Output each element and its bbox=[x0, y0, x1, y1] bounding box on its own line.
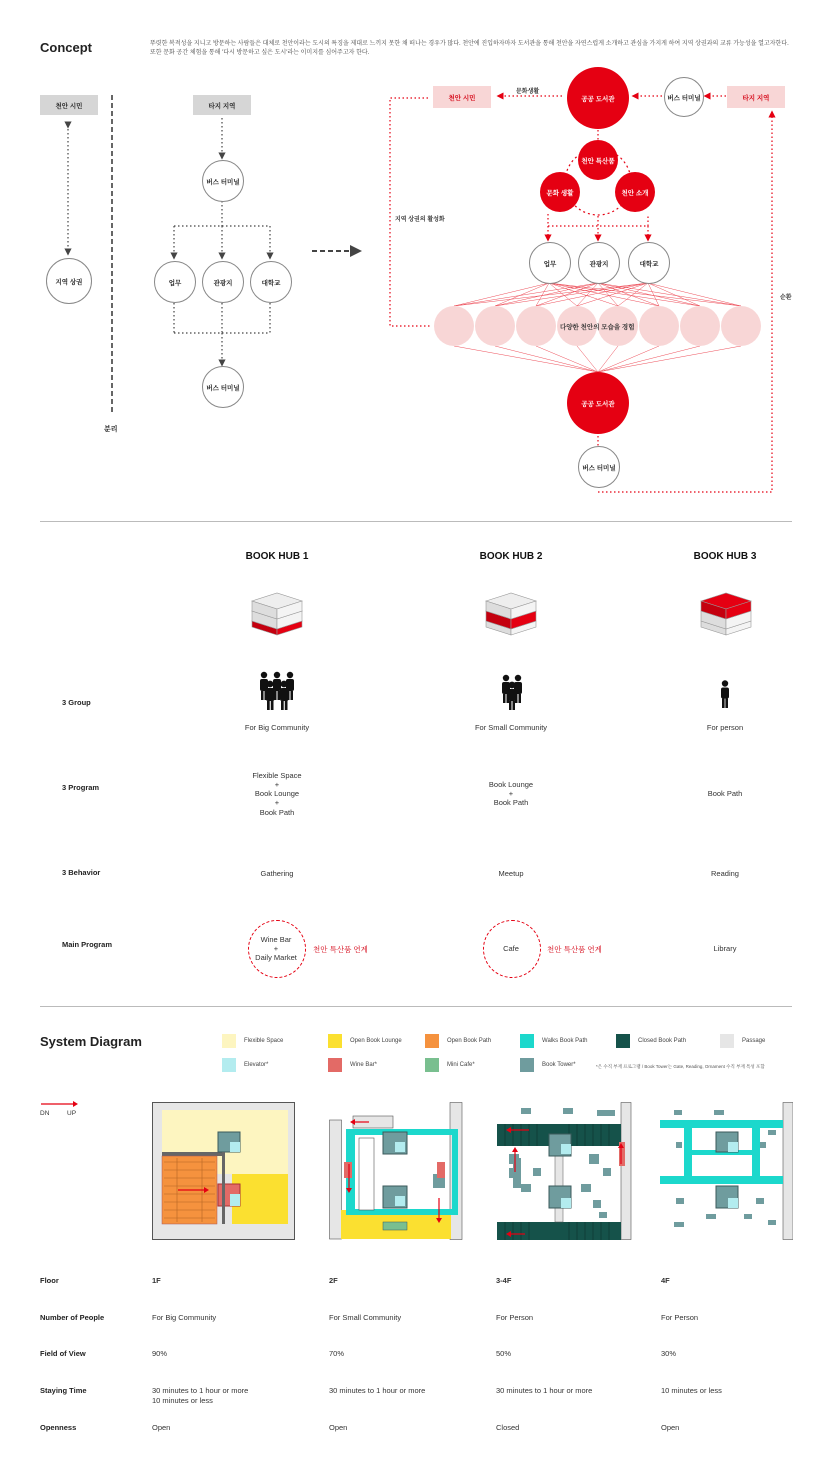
separation-label: 분리 bbox=[104, 426, 118, 433]
culture-node: 문화 생활 bbox=[540, 172, 580, 212]
table-cell: For Big Community bbox=[152, 1313, 217, 1322]
left-university-node: 대학교 bbox=[250, 261, 292, 303]
legend-swatch bbox=[616, 1034, 630, 1048]
legend-label: Book Tower* bbox=[542, 1062, 576, 1068]
hub-1-linkage-note: 천안 특산품 연계 bbox=[313, 945, 368, 954]
table-cell: 3-4F bbox=[496, 1276, 512, 1285]
left-citizen-box: 천안 시민 bbox=[40, 95, 98, 115]
public-library-bottom: 공공 도서관 bbox=[567, 372, 629, 434]
row-label-main-program: Main Program bbox=[62, 940, 113, 949]
hub-3-behavior: Reading bbox=[711, 869, 739, 878]
cycle-label: 순환 bbox=[780, 295, 792, 301]
hub-2-program: Book Lounge + Book Path bbox=[488, 780, 534, 808]
hub-3-program: Book Path bbox=[707, 789, 743, 798]
left-work-node: 업무 bbox=[154, 261, 196, 303]
outsider-box: 타지 지역 bbox=[193, 95, 251, 115]
right-work-node: 업무 bbox=[529, 242, 571, 284]
table-cell: 1F bbox=[152, 1276, 161, 1285]
right-outsider-box: 타지 지역 bbox=[727, 86, 785, 108]
table-cell: 30 minutes to 1 hour or more 10 minutes or less bbox=[152, 1386, 249, 1405]
specialty-node: 천안 특산품 bbox=[578, 140, 618, 180]
legend-label: Elevator* bbox=[244, 1062, 269, 1068]
hub-1-program: Flexible Space + Book Lounge + Book Path bbox=[252, 771, 302, 817]
legend-swatch bbox=[520, 1034, 534, 1048]
experience-node bbox=[680, 306, 720, 346]
legend-swatch bbox=[328, 1058, 342, 1072]
hub-2-main-program: Cafe bbox=[503, 944, 519, 953]
hub-3-header: BOOK HUB 3 bbox=[693, 551, 757, 562]
direction-arrow-icon bbox=[40, 1099, 80, 1109]
hub-2-header: BOOK HUB 2 bbox=[479, 551, 543, 562]
legend-footnote: *은 수직 부재 프로그램 / Book Tower는 Gate, Reading, Ornament 수직 부재 특성 포함 bbox=[596, 1064, 765, 1069]
table-row-label: Staying Time bbox=[40, 1386, 87, 1395]
table-cell: For Small Community bbox=[329, 1313, 402, 1322]
legend-swatch bbox=[425, 1034, 439, 1048]
table-row-label: Field of View bbox=[40, 1349, 86, 1358]
arrow-dn-label: DN bbox=[40, 1110, 50, 1117]
table-row-label: Openness bbox=[40, 1423, 77, 1432]
arrow-up-label: UP bbox=[67, 1110, 77, 1117]
left-bus-terminal-bottom: 버스 터미널 bbox=[202, 366, 244, 408]
hub-3-group: For person bbox=[706, 723, 744, 732]
experience-node bbox=[434, 306, 474, 346]
table-cell: Open bbox=[329, 1423, 348, 1432]
hub-1-stack-icon bbox=[248, 588, 306, 636]
hub-1-main-program: Wine Bar + Daily Market bbox=[255, 935, 297, 962]
floor-plan-2f bbox=[329, 1102, 463, 1240]
legend-label: Wine Bar* bbox=[350, 1062, 378, 1068]
table-cell: 90% bbox=[152, 1349, 168, 1358]
concept-description: 뚜렷한 복적성을 지니고 방문하는 사람들은 대체로 천안이라는 도시의 특징을 제대로 느끼지 못한 채 떠나는 경우가 많다. 천안에 진입하자마자 도서관을 통해 천안을 자연스럽게 소개하고 관심을 가지게 하여 지역 상권과의 교류 가능성을 열고자한다. 또한 문화 공간 체험을 통해 '다시 방문하고 싶은 도시'라는 이미지를 심어주고자 한다. bbox=[150, 41, 789, 57]
divider-1 bbox=[40, 521, 792, 522]
concept-connectors bbox=[0, 0, 832, 520]
intro-node: 천안 소개 bbox=[615, 172, 655, 212]
legend-swatch bbox=[425, 1058, 439, 1072]
experience-label: 다양한 천안의 모습을 경험 bbox=[560, 324, 635, 331]
public-library-top: 공공 도서관 bbox=[567, 67, 629, 129]
row-label-behavior: 3 Behavior bbox=[62, 868, 101, 877]
system-title: System Diagram bbox=[40, 1034, 142, 1049]
table-cell: 30 minutes to 1 hour or more bbox=[329, 1386, 426, 1395]
row-label-group: 3 Group bbox=[62, 698, 91, 707]
group-large-icon bbox=[255, 670, 299, 710]
left-bus-terminal-top: 버스 터미널 bbox=[202, 160, 244, 202]
table-cell: 70% bbox=[329, 1349, 345, 1358]
hub-2-behavior: Meetup bbox=[498, 869, 524, 878]
hub-1-header: BOOK HUB 1 bbox=[245, 551, 309, 562]
legend-label: Walks Book Path bbox=[542, 1038, 588, 1044]
legend-label: Closed Book Path bbox=[638, 1038, 687, 1044]
legend-label: Mini Cafe* bbox=[447, 1062, 475, 1068]
table-cell: Closed bbox=[496, 1423, 520, 1432]
legend-swatch bbox=[720, 1034, 734, 1048]
hub-1-group: For Big Community bbox=[244, 723, 310, 732]
right-citizen-box: 천안 시민 bbox=[433, 86, 491, 108]
legend-swatch bbox=[222, 1034, 236, 1048]
table-cell: For Person bbox=[496, 1313, 534, 1322]
table-cell: 30% bbox=[661, 1349, 677, 1358]
table-cell: 30 minutes to 1 hour or more bbox=[496, 1386, 593, 1395]
table-row-label: Floor bbox=[40, 1276, 59, 1285]
legend-swatch bbox=[222, 1058, 236, 1072]
experience-node bbox=[639, 306, 679, 346]
person-icon bbox=[719, 680, 731, 708]
row-label-program: 3 Program bbox=[62, 783, 100, 792]
table-row-label: Number of People bbox=[40, 1313, 105, 1322]
table-cell: 50% bbox=[496, 1349, 512, 1358]
legend-swatch bbox=[520, 1058, 534, 1072]
left-tourism-node: 관광지 bbox=[202, 261, 244, 303]
right-university-node: 대학교 bbox=[628, 242, 670, 284]
legend-swatch bbox=[328, 1034, 342, 1048]
table-cell: Open bbox=[661, 1423, 680, 1432]
table-cell: For Person bbox=[661, 1313, 699, 1322]
hub-2-stack-icon bbox=[482, 588, 540, 636]
experience-node bbox=[721, 306, 761, 346]
floor-plan-3-4f bbox=[497, 1102, 632, 1240]
divider-2 bbox=[40, 1006, 792, 1007]
experience-node bbox=[516, 306, 556, 346]
experience-node bbox=[475, 306, 515, 346]
table-cell: 2F bbox=[329, 1276, 338, 1285]
legend-label: Open Book Path bbox=[447, 1038, 492, 1044]
table-cell: 4F bbox=[661, 1276, 670, 1285]
right-bus-terminal-top: 버스 터미널 bbox=[664, 77, 704, 117]
concept-title: Concept bbox=[40, 40, 92, 55]
group-small-icon bbox=[498, 674, 526, 710]
legend-label: Flexible Space bbox=[244, 1038, 284, 1044]
legend-label: Open Book Lounge bbox=[350, 1038, 402, 1044]
table-cell: Open bbox=[152, 1423, 171, 1432]
floor-plan-1f bbox=[152, 1102, 295, 1240]
left-local-commerce: 지역 상권 bbox=[46, 258, 92, 304]
hub-1-behavior: Gathering bbox=[260, 869, 294, 878]
table-cell: 10 minutes or less bbox=[661, 1386, 722, 1395]
hub-3-stack-icon bbox=[697, 588, 755, 636]
right-tourism-node: 관광지 bbox=[578, 242, 620, 284]
hub-2-linkage-note: 천안 특산품 연계 bbox=[547, 945, 602, 954]
legend-label: Passage bbox=[742, 1038, 766, 1044]
floor-plan-4f bbox=[660, 1102, 793, 1240]
culture-life-label: 문화생활 bbox=[516, 89, 540, 95]
hub-3-main-program: Library bbox=[713, 944, 737, 953]
activation-label: 지역 상권의 활성화 bbox=[395, 217, 445, 223]
right-bus-terminal-bottom: 버스 터미널 bbox=[578, 446, 620, 488]
hub-2-group: For Small Community bbox=[474, 723, 548, 732]
